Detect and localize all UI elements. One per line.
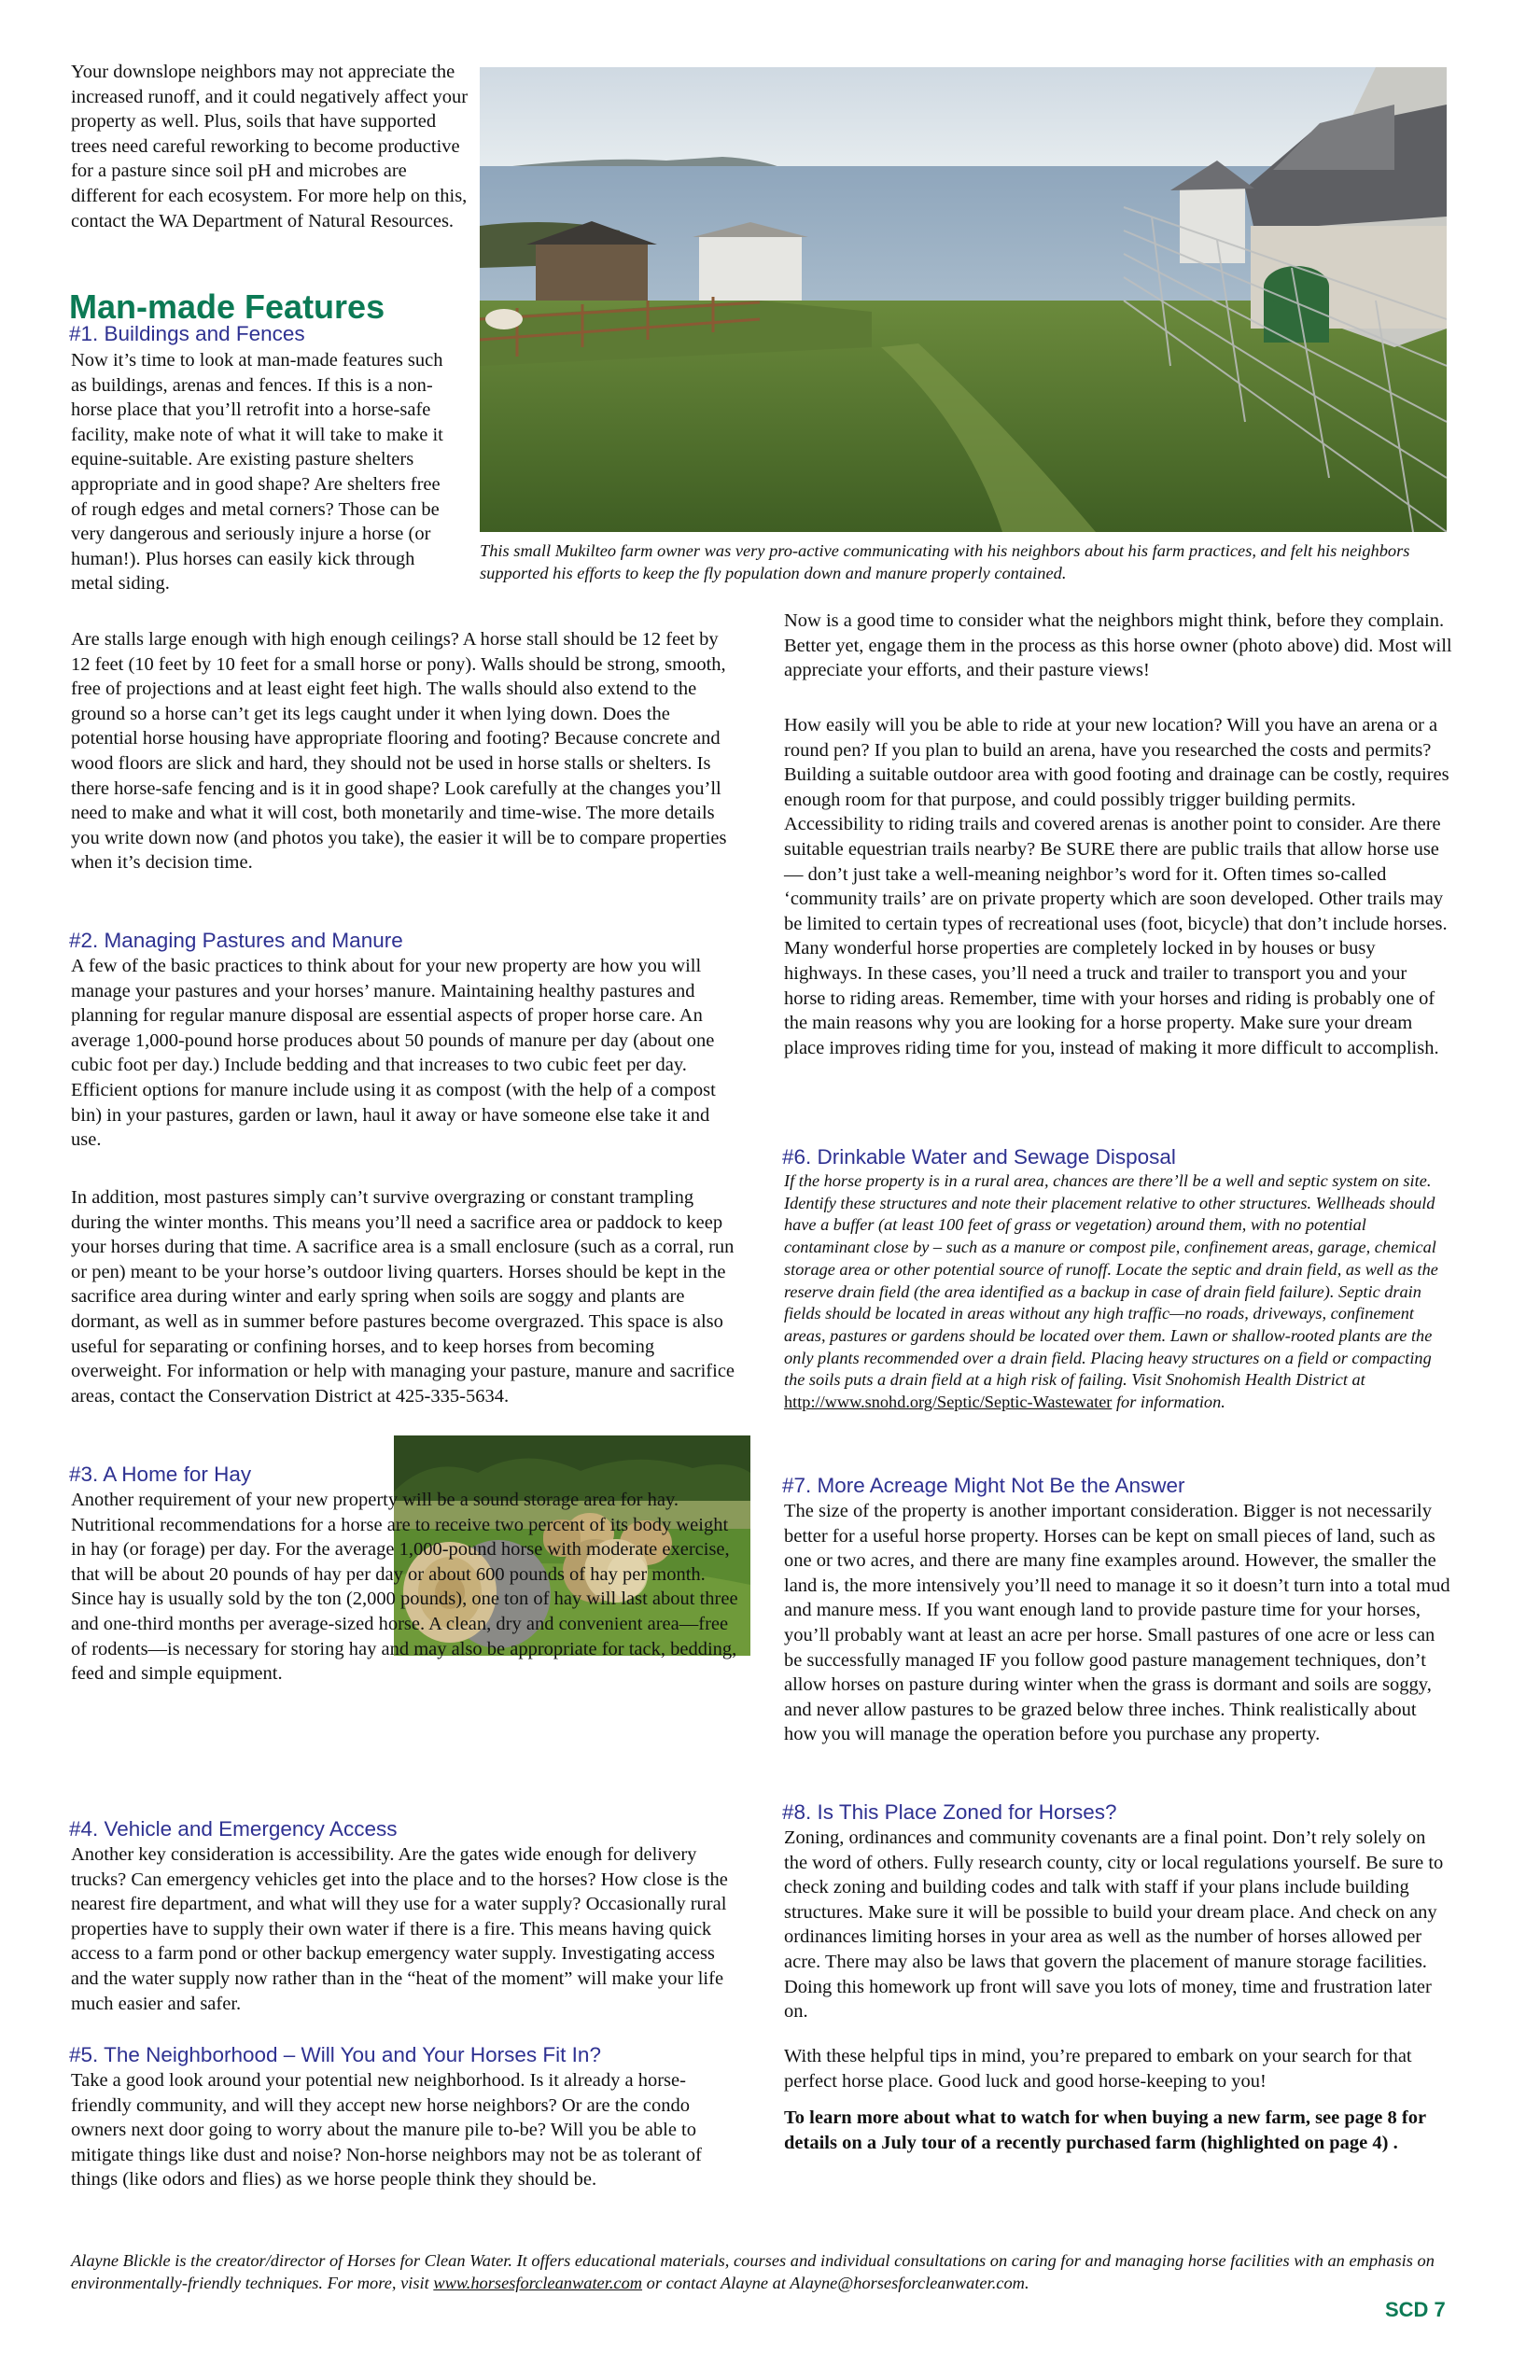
farm-photo xyxy=(480,67,1447,532)
heading-water-sewage: #6. Drinkable Water and Sewage Disposal xyxy=(782,1145,1176,1169)
learn-more-callout: To learn more about what to watch for when buying a new farm, see page 8 for details on a July tour of a recently purchased farm (highlighted on page 4) . xyxy=(784,2107,1426,2153)
more-acreage-paragraph: The size of the property is another important consideration. Bigger is not necessarily better for a useful horse property. Horses can be kept on small pieces of land, such as one or two acres, and there are many fine examples around. However, the smaller the land is, the more intensively you’ll need to manage it so it doesn’t turn into a total mud and manure mess. If you want enough land to provide pasture time for your horses, you’ll probably want at least an acre per horse. Small pastures of one acre or less can be successfully managed IF you follow good pasture management techniques, don’t allow horses on pasture during winter when the grass is dormant and soils are soggy, and never allow pastures to be grazed below three inches. Think realistically about how you will manage the operation before you purchase any property. xyxy=(784,1501,1450,1745)
water-sewage-paragraph xyxy=(784,1170,1452,1414)
neighborhood-paragraph-3: How easily will you be able to ride at your new location? Will you have an arena or a round pen? If you plan to build an arena, have you researched the costs and permits? Building a suitable outdoor area with good footing and drainage can be costly, requires enough room for that purpose, and could possibly trigger building permits. Accessibility to riding trails and covered arenas is another point to consider. Are there suitable equestrian trails nearby? Be SURE there are public trails that allow horse use — don’t just take a well-meaning neighbor’s word for it. Often times so-called ‘community trails’ are on private property which are soon developed. Other trails may be limited to certain types of recreational uses (foot, bicycle) that don’t include horses. Many wonderful horse properties are completely locked in by houses or busy highways. In these cases, you’ll need a truck and trailer to transport you and your horse to riding areas. Remember, time with your horses and riding is probably one of the main reasons why you are looking for a horse property. Make sure your dream place improves riding time for you, instead of making it more difficult to accomplish. xyxy=(784,715,1449,1058)
heading-home-for-hay: #3. A Home for Hay xyxy=(69,1463,252,1486)
water-sewage-text: If the horse property is in a rural area, chances are there’ll be a well and septic system on site. Identify these structures and note their placement relative to other structures. Wellheads should have a buffer (at least 100 feet of grass or vegetation) around them, with no potential contaminant close by – such as a manure or compost pile, confinement areas, garage, chemical storage area or other potential source of runoff. Locate the septic and drain field, as well as the reserve drain field (the area identified as a backup in case of drain field failure). Septic drain fields should be located in areas without any high traffic—no roads, driveways, confinement areas, pastures or gardens should be located over them. Lawn or shallow-rooted plants are the only plants recommended over a drain field. Placing heavy structures on a field or compacting the soils puts a drain field at a high risk of failing. Visit Snohomish Health District at xyxy=(784,1171,1438,1390)
heading-pastures-manure: #2. Managing Pastures and Manure xyxy=(69,929,403,952)
horses-for-clean-water-link[interactable]: www.horsesforcleanwater.com xyxy=(433,2274,643,2292)
home-for-hay-paragraph-1: Another requirement of your new property will be a sound storage area for hay. Nutritional recommendations for a horse are to receive two percent of its body weight in hay (or forage) per day. For the average 1,000-pound horse with moderate exercise, that will be about 20 pounds of hay per day or about 600 pounds of hay per month. Since hay is usually sold by the ton (2,000 pounds), one ton of hay will last about three and one-third months per average-sized horse. A clean, dry and convenient area—free of rodents—is necessary for storing hay and may also be appropriate for tack, bedding, feed and simple equipment. xyxy=(71,1490,738,1685)
heading-vehicle-access: #4. Vehicle and Emergency Access xyxy=(69,1817,398,1841)
heading-buildings-fences: #1. Buildings and Fences xyxy=(69,322,305,345)
heading-neighborhood: #5. The Neighborhood – Will You and Your Horses Fit In? xyxy=(69,2043,601,2066)
vehicle-access-paragraph-1: Another key consideration is accessibility. Are the gates wide enough for delivery trucks? Can emergency vehicles get into the place and to the horses? How close is the nearest fire department, and what will they use for a water supply? Occasionally rural properties have to supply their own water if there is a fire. This means having quick access to a farm pond or other backup emergency water supply. Investigating access and the water supply now rather than in the “heat of the moment” will make your life much easier and safer. xyxy=(71,1844,728,2014)
pastures-manure-paragraph-1: A few of the basic practices to think about for your new property are how you will manage your pastures and your horses’ manure. Maintaining healthy pastures and planning for regular manure disposal are essential aspects of proper horse care. An average 1,000-pound horse produces about 50 pounds of manure per day (about one cubic foot per day.) Include bedding and that increases to two cubic feet per day. Efficient options for manure include using it as compost (with the help of a compost bin) in your pastures, garden or lawn, haul it away or have someone else take it and use. xyxy=(71,956,716,1151)
zoning-paragraph-2: With these helpful tips in mind, you’re prepared to embark on your search for that perfect horse place. Good luck and good horse-keeping to you! xyxy=(784,2046,1412,2092)
heading-zoning: #8. Is This Place Zoned for Horses? xyxy=(782,1800,1117,1824)
buildings-fences-paragraph-1: Now it’s time to look at man-made features such as buildings, arenas and fences. If this is a non-horse place that you’ll retrofit into a horse-safe facility, make note of what it will take to make it equine-suitable. Are existing pasture shelters appropriate and in good shape? Are shelters free of rough edges and metal corners? Those can be very dangerous and seriously injure a horse (or human!). Plus horses can easily kick through metal siding. xyxy=(71,350,443,595)
farm-photo-caption: This small Mukilteo farm owner was very pro-active communicating with his neighbors about his farm practices, and felt his neighbors supported his efforts to keep the fly population down and manure properly contained. xyxy=(480,541,1410,582)
buildings-fences-paragraph-2: Are stalls large enough with high enough ceilings? A horse stall should be 12 feet by 12 feet (10 feet by 10 feet for a small horse or pony). Walls should be strong, smooth, free of projections and at least eight feet high. The walls should also extend to the ground so a horse can’t get its legs caught under it when lying down. Does the potential horse housing have appropriate flooring and footing? Because concrete and wood floors are slick and hard, they should not be used in horse stalls or shelters. Is there horse-safe fencing and is it in good shape? Look carefully at the changes you’ll need to make and what it will cost, both monetarily and time-wise. The more details you write down now (and photos you take), the easier it will be to compare properties when it’s decision time. xyxy=(71,629,727,874)
author-bio xyxy=(71,2249,1452,2294)
author-bio-end: or contact Alayne at Alayne@horsesforcleanwater.com. xyxy=(642,2274,1029,2292)
zoning-paragraph-1: Zoning, ordinances and community covenants are a final point. Don’t rely solely on the word of others. Fully research county, city or local regulations yourself. Be sure to check zoning and building codes and talk with staff if your plans include building structures. Make sure it will be possible to build your dream place. And check on any ordinances limiting horses in your area as well as the number of horses allowed per acre. There may also be laws that govern the placement of manure storage facilities. Doing this homework up front will save you lots of money, time and frustration later on. xyxy=(784,1827,1444,2023)
snohd-septic-link[interactable]: http://www.snohd.org/Septic/Septic-Wastewater xyxy=(784,1393,1113,1412)
water-sewage-tail: for information. xyxy=(1112,1393,1225,1412)
intro-paragraph: Your downslope neighbors may not appreciate the increased runoff, and it could negatively affect your property as well. Plus, soils that have supported trees need careful reworking to become productive for a pasture since soil pH and microbes are different for each ecosystem. For more help on this, contact the WA Department of Natural Resources. xyxy=(71,62,469,231)
neighborhood-paragraph-2: Now is a good time to consider what the neighbors might think, before they complain. Better yet, engage them in the process as this horse owner (photo above) did. Most will appreciate your efforts, and their pasture views! xyxy=(784,610,1452,681)
pastures-manure-paragraph-2: In addition, most pastures simply can’t survive overgrazing or constant trampling during the winter months. This means you’ll need a sacrifice area or paddock to keep your horses during that time. A sacrifice area is a small enclosure (such as a corral, run or pen) meant to be your horse’s outdoor living quarters. Horses should be kept in the sacrifice area during winter and early spring when soils are soggy and plants are dormant, as well as in summer before pastures become overgrazed. This space is also useful for separating or confining horses, and to keep horses from becoming overweight. For information or help with managing your pasture, manure and sacrifice areas, contact the Conservation District at 425-335-5634. xyxy=(71,1187,735,1407)
neighborhood-paragraph-1: Take a good look around your potential new neighborhood. Is it already a horse-friendly community, and will they accept new horse neighbors? Or are the condo owners next door going to worry about the manure pile to-be? Will you be able to mitigate things like dust and noise? Non-horse neighbors may not be as tolerant of things (like odors and flies) as we horse people think they should be. xyxy=(71,2070,702,2191)
author-bio-text: Alayne Blickle is the creator/director of Horses for Clean Water. It offers educational materials, courses and individual consultations on caring for and managing horse facilities with an emphasis on environmentally-friendly techniques. For more, visit xyxy=(71,2251,1435,2292)
heading-more-acreage: #7. More Acreage Might Not Be the Answer xyxy=(782,1474,1185,1497)
page-number: SCD 7 xyxy=(1385,2298,1446,2321)
section-title: Man-made Features xyxy=(69,287,385,326)
